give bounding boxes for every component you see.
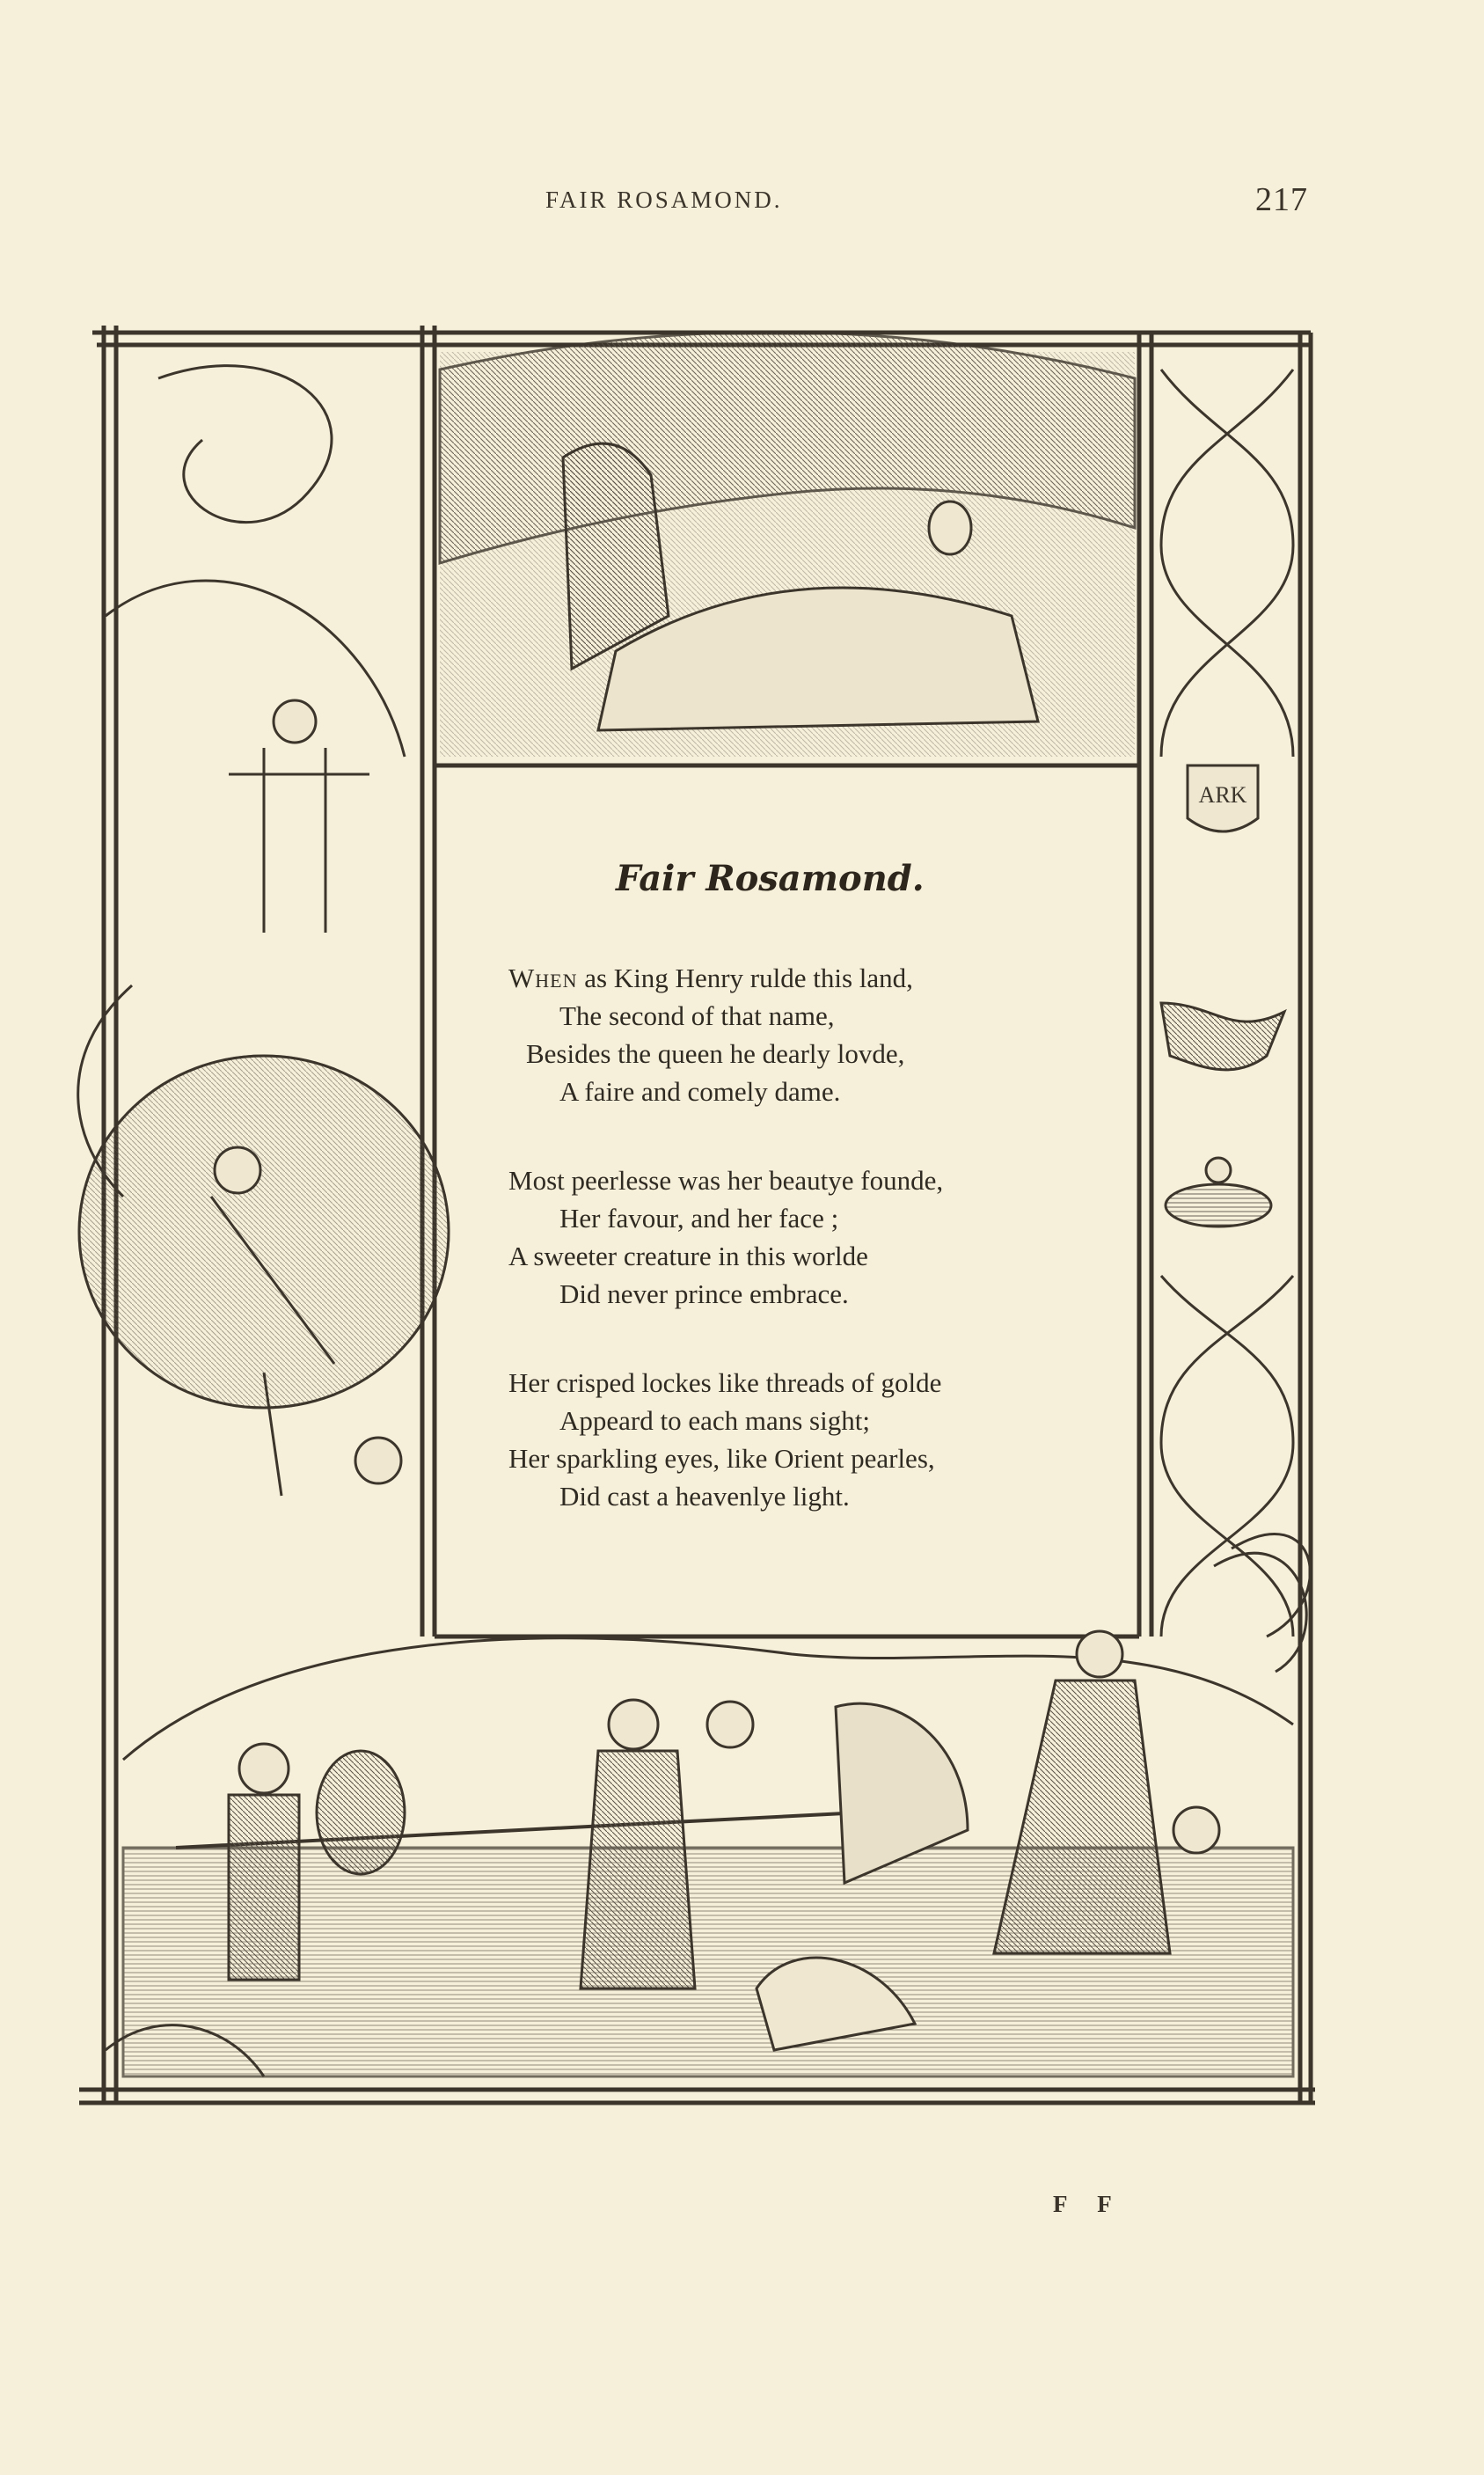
verse-line: Besides the queen he dearly lovde,	[526, 1038, 905, 1069]
shield-monogram: ARK	[1198, 782, 1247, 808]
verse-line-rest: as King Henry rulde this land,	[577, 963, 913, 993]
verse-line: A sweeter creature in this worlde	[508, 1241, 868, 1271]
right-border-trellis	[1161, 370, 1310, 1637]
stanza-3	[508, 1364, 941, 1515]
bedchamber-scene	[440, 332, 1135, 757]
page-number: 217	[1255, 181, 1308, 218]
verse-line: The second of that name,	[559, 1000, 835, 1031]
verse-line	[508, 959, 913, 997]
verse-opening-word: When	[508, 963, 578, 993]
verse-line: Did never prince embrace.	[559, 1278, 849, 1309]
verse-line: Her favour, and her face ;	[559, 1203, 839, 1234]
verse-line: Did cast a heavenlye light.	[559, 1481, 850, 1512]
signature-mark: F F	[1053, 2191, 1124, 2217]
stanza-1	[508, 959, 913, 1110]
verse-line: Her sparkling eyes, like Orient pearles,	[508, 1443, 935, 1474]
bottom-battle-scene	[106, 1553, 1306, 2076]
running-head: FAIR ROSAMOND.	[545, 187, 783, 213]
verse-line: Her crisped lockes like threads of golde	[508, 1367, 942, 1398]
poem-title: Fair Rosamond.	[616, 858, 925, 899]
verse-line: Most peerlesse was her beautye founde,	[508, 1165, 944, 1196]
verse-line: Appeard to each mans sight;	[559, 1405, 870, 1436]
stanza-2	[508, 1161, 943, 1313]
verse-line: A faire and comely dame.	[559, 1076, 841, 1107]
left-border-figures	[78, 366, 449, 1496]
